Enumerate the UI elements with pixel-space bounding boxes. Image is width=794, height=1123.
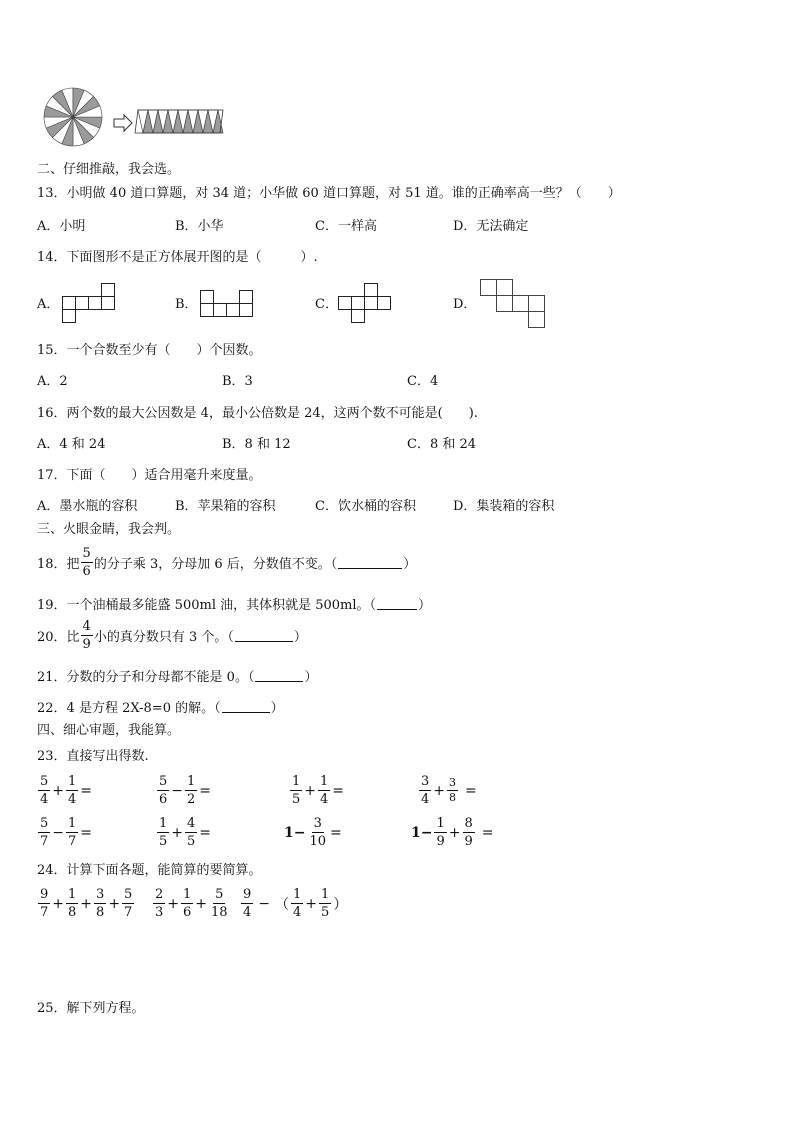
question-21: [37, 666, 317, 685]
q17-option-b[interactable]: B．苹果箱的容积: [175, 499, 276, 514]
calc-expr-5: $\frac{5}{7}$ − $\frac{1}{7}$ =: [40, 816, 93, 849]
right-arrow-icon: [114, 115, 132, 131]
calc-expr-3: $\frac{1}{5}$ + $\frac{1}{4}$ =: [292, 774, 345, 807]
q13-option-a[interactable]: A．小明: [37, 219, 86, 234]
q14-option-a[interactable]: A．: [37, 297, 60, 312]
q20-answer-blank[interactable]: [235, 630, 293, 642]
q15-option-a[interactable]: A．2: [37, 374, 68, 389]
q18-den: 6: [82, 564, 91, 579]
simplify-expr-3: $\frac{9}{4}$ − （ $\frac{1}{4}$ + $\frac{1}{5}$ ）: [243, 887, 348, 920]
q20-fraction: [81, 619, 93, 652]
q17-option-c[interactable]: C．饮水桶的容积: [315, 499, 416, 514]
q21-answer-blank[interactable]: [255, 670, 303, 682]
q20-num: 4: [82, 619, 91, 634]
q20-end: ）: [293, 630, 307, 645]
section-3-heading: 三、火眼金睛，我会判。: [37, 522, 181, 537]
simplify-expr-1: $\frac{9}{7}$ + $\frac{1}{8}$ + $\frac{3}{8}$ + $\frac{5}{7}$: [40, 887, 133, 920]
question-17: 17．下面（ ）适合用毫升来度量。: [37, 468, 262, 483]
question-23: 23．直接写出得数.: [37, 749, 149, 764]
q22-text: 22．4 是方程 2X-8=0 的解。（: [37, 701, 221, 716]
question-20: [37, 619, 307, 652]
q15-option-b[interactable]: B．3: [222, 374, 253, 389]
section-2-heading: 二、仔细推敲，我会选。: [37, 162, 181, 177]
q14-option-c[interactable]: C．: [315, 297, 338, 312]
question-15: 15．一个合数至少有（ ）个因数。: [37, 343, 262, 358]
q13-option-c[interactable]: C．一样高: [315, 219, 377, 234]
q19-answer-blank[interactable]: [377, 598, 417, 610]
calc-expr-8: 1− $\frac{1}{9}$ + $\frac{8}{9}$ =: [411, 816, 494, 849]
q18-text: 的分子乘 3，分母加 6 后，分数值不变。（: [93, 557, 338, 572]
q16-option-a[interactable]: A．4 和 24: [37, 437, 106, 452]
cube-net-c: [338, 283, 394, 325]
rearranged-strip: [135, 110, 223, 133]
sector-circle: [44, 88, 102, 146]
question-18: [37, 546, 416, 579]
question-16: 16．两个数的最大公因数是 4，最小公倍数是 24，这两个数不可能是( ).: [37, 406, 478, 421]
q14-option-d[interactable]: D．: [453, 297, 477, 312]
question-19: [37, 594, 431, 613]
q16-option-c[interactable]: C．8 和 24: [407, 437, 477, 452]
q14-option-b[interactable]: B．: [175, 297, 198, 312]
q18-fraction: [81, 546, 93, 579]
q13-option-b[interactable]: B．小华: [175, 219, 224, 234]
q18-prefix: 18．把: [37, 557, 80, 572]
q22-end: ）: [270, 701, 284, 716]
calc-expr-7: 1− $\frac{3}{10}$ =: [284, 816, 342, 849]
question-25: 25．解下列方程。: [37, 1001, 145, 1016]
cube-net-a: [62, 283, 118, 325]
simplify-expr-2: $\frac{2}{3}$ + $\frac{1}{6}$ + $\frac{5}{18}$: [155, 887, 228, 920]
q18-end: ）: [403, 557, 417, 572]
q15-option-c[interactable]: C．4: [407, 374, 439, 389]
question-13: 13．小明做 40 道口算题，对 34 道；小华做 60 道口算题，对 51 道。谁的正确率高一些？（ ）: [37, 186, 621, 201]
cube-net-b: [200, 290, 256, 320]
q20-text: 小的真分数只有 3 个。（: [93, 630, 234, 645]
sector-circle-figure: [40, 86, 230, 148]
q17-option-a[interactable]: A．墨水瓶的容积: [37, 499, 138, 514]
q13-option-d[interactable]: D．无法确定: [453, 219, 529, 234]
q17-option-d[interactable]: D．集装箱的容积: [453, 499, 555, 514]
q16-option-b[interactable]: B．8 和 12: [222, 437, 291, 452]
question-14: 14．下面图形不是正方体展开图的是（ ）.: [37, 250, 318, 265]
calc-expr-4: $\frac{3}{4}$ + $\frac{3}{8}$ =: [421, 774, 477, 807]
q20-prefix: 20．比: [37, 630, 80, 645]
q18-answer-blank[interactable]: [338, 557, 402, 569]
calc-expr-6: $\frac{1}{5}$ + $\frac{4}{5}$ =: [159, 816, 212, 849]
q18-num: 5: [82, 546, 91, 561]
q19-end: ）: [418, 598, 432, 613]
q21-end: ）: [304, 670, 318, 685]
calc-expr-2: $\frac{5}{6}$ − $\frac{1}{2}$ =: [159, 774, 212, 807]
calc-expr-1: $\frac{5}{4}$ + $\frac{1}{4}$ =: [40, 774, 93, 807]
question-24: 24．计算下面各题，能简算的要简算。: [37, 863, 262, 878]
question-22: [37, 697, 284, 716]
q20-den: 9: [82, 637, 91, 652]
section-4-heading: 四、细心审题，我能算。: [37, 723, 181, 738]
cube-net-d: [480, 279, 548, 331]
q21-text: 21．分数的分子和分母都不能是 0。（: [37, 670, 255, 685]
q22-answer-blank[interactable]: [222, 701, 270, 713]
q19-text: 19．一个油桶最多能盛 500ml 油，其体积就是 500ml。（: [37, 598, 377, 613]
